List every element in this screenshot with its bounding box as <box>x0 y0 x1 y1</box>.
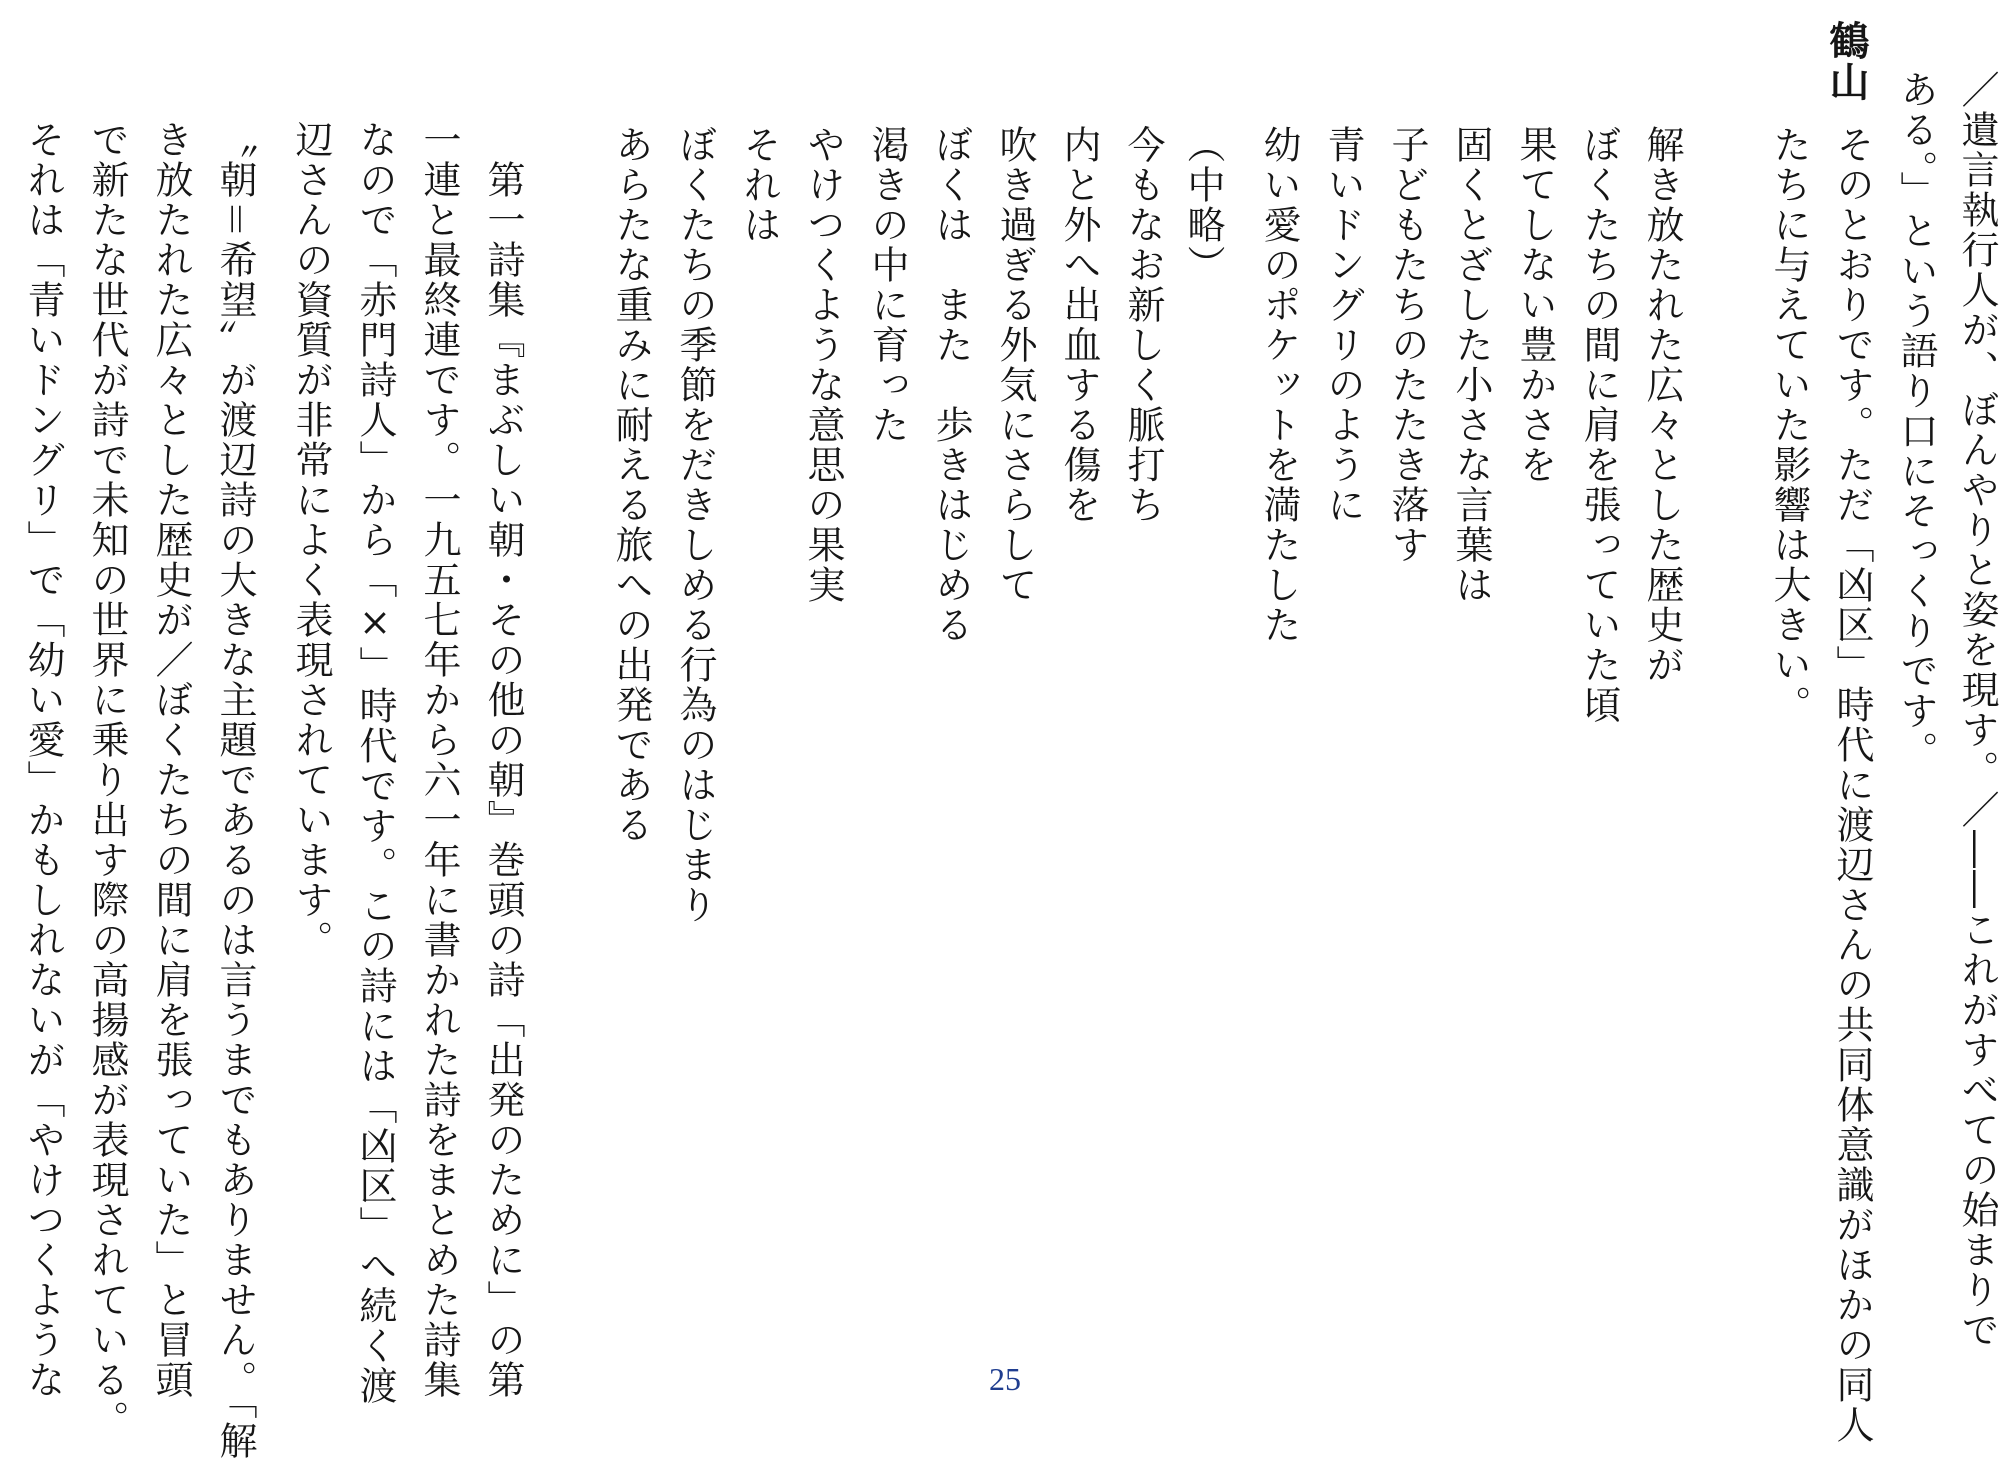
text-line: き放たれた広々とした歴史が／ぼくたちの間に肩を張っていた」と冒頭 <box>149 120 193 1400</box>
text-line: なので「赤門詩人」から「×」時代です。この詩には「凶区」へ続く渡 <box>353 120 397 1406</box>
poem-line: ぼくたちの季節をだきしめる行為のはじまり <box>673 125 717 925</box>
text-line: それは「青いドングリ」で「幼い愛」かもしれないが「やけつくような <box>21 120 65 1400</box>
text-line: たちに与えていた影響は大きい。 <box>1767 125 1811 725</box>
text-line: 〝朝＝希望〟が渡辺詩の大きな主題であるのは言うまでもありません。「解 <box>213 120 257 1461</box>
page-number: 25 <box>989 1361 1021 1397</box>
poem-line: 渇きの中に育った <box>865 125 909 445</box>
poem-line: それは <box>737 125 781 245</box>
poem-line: 解き放たれた広々とした歴史が <box>1640 125 1684 685</box>
text-line: 第一詩集『まぶしい朝・その他の朝』巻頭の詩「出発のために」の第 <box>481 160 525 1400</box>
text-line: ／遺言執行人が、ぼんやりと姿を現す。／――これがすべての始まりで <box>1955 70 1999 1350</box>
poem-line: 果てしない豊かさを <box>1513 125 1557 485</box>
poem-line: 子どもたちのたたき落す <box>1385 125 1429 565</box>
poem-line: 幼い愛のポケットを満たした <box>1257 125 1301 645</box>
poem-line: ぼくは また 歩きはじめる <box>929 125 973 645</box>
poem-line: ぼくたちの間に肩を張っていた頃 <box>1577 125 1621 725</box>
text-line: 一連と最終連です。一九五七年から六一年に書かれた詩をまとめた詩集 <box>417 120 461 1400</box>
text-line: ある。」という語り口にそっくりです。 <box>1894 70 1938 771</box>
poem-line: やけつくような意思の果実 <box>801 125 845 605</box>
poem-line: 今もなお新しく脈打ち <box>1121 125 1165 525</box>
poem-line: 青いドングリのように <box>1321 125 1365 525</box>
poem-line: 吹き過ぎる外気にさらして <box>993 125 1037 605</box>
text-line: そのとおりです。ただ「凶区」時代に渡辺さんの共同体意識がほかの同人 <box>1830 125 1874 1445</box>
poem-line: 固くとざした小さな言葉は <box>1449 125 1493 605</box>
speaker-name: 鶴山 <box>1823 20 1870 102</box>
poem-line: あらたな重みに耐える旅への出発である <box>609 125 653 845</box>
text-line: で新たな世代が詩で未知の世界に乗り出す際の高揚感が表現されている。 <box>85 120 129 1440</box>
text-line: 辺さんの資質が非常によく表現されています。 <box>289 120 333 960</box>
poem-line: （中略） <box>1181 125 1225 285</box>
poem-line: 内と外へ出血する傷を <box>1057 125 1101 525</box>
